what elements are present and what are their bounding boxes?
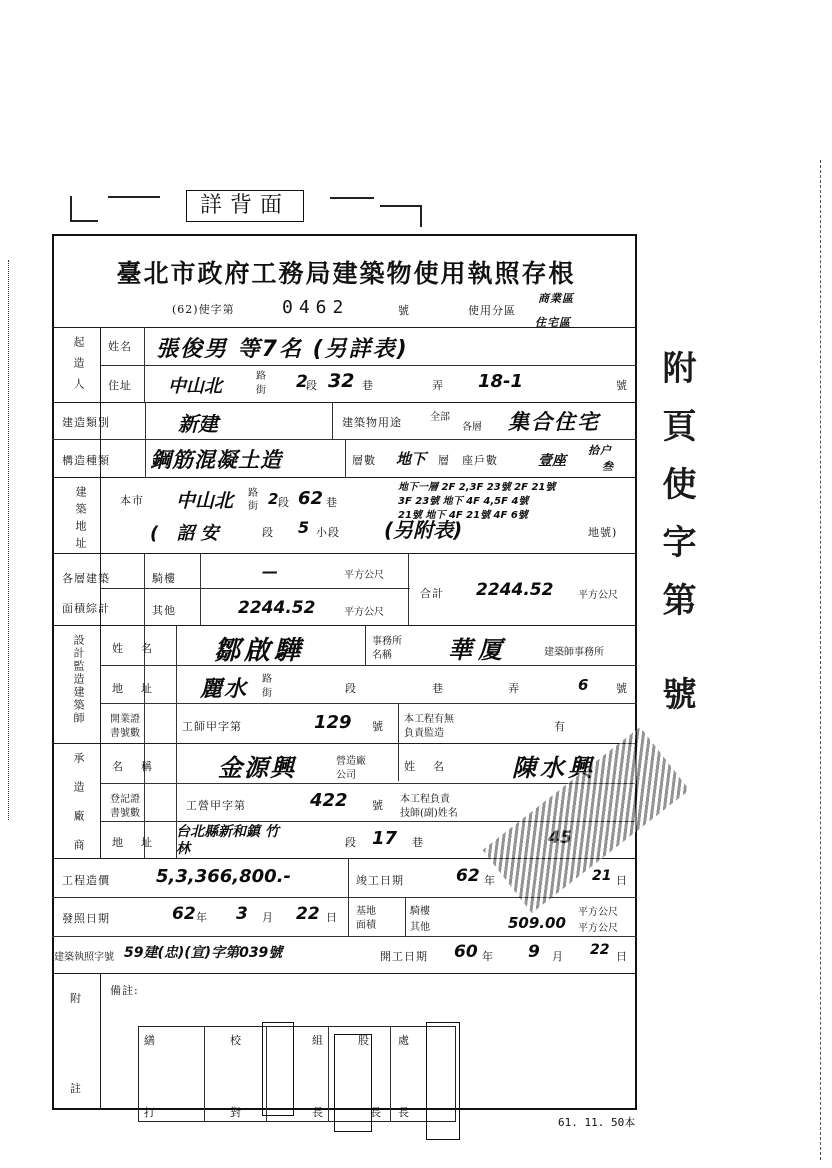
sign-label-group: 組: [312, 1034, 324, 1047]
contractor-section-label: 承造廠商: [72, 752, 85, 868]
completion-year: 62: [456, 866, 480, 886]
site-lot-label: 地號): [588, 526, 618, 539]
site-section: 2: [268, 490, 279, 508]
contractor-tech-label-1: 本工程負責: [400, 794, 450, 805]
contractor-name-value: 金源興: [218, 754, 296, 782]
permit-prefix: (62)使字第: [172, 303, 235, 316]
base-area-label-2: 面積: [356, 920, 376, 931]
architect-address-value: 麗水: [200, 677, 249, 702]
architect-office-label-1: 事務所: [372, 636, 402, 647]
site-street-label: 街: [248, 501, 258, 512]
site-floor-note-1: 地下一層 2F 2,3F 23號 2F 21號: [398, 482, 556, 493]
base-arcade-label: 騎樓: [410, 906, 430, 917]
households-extra: 叁: [602, 460, 614, 473]
issue-label: 發照日期: [62, 912, 110, 925]
site-section-char: 段: [278, 496, 290, 509]
remarks-section-label-2: 註: [70, 1082, 82, 1095]
contractor-reg-label-2: 書號數: [110, 808, 140, 819]
architect-reg-prefix: 工師甲字第: [182, 720, 242, 733]
start-day: 22: [590, 942, 610, 958]
approval-chop-1: [262, 1022, 294, 1116]
contractor-person-value: 陳水興: [512, 754, 596, 782]
architect-office-value: 華厦: [448, 636, 508, 664]
contractor-address-label: 地址: [112, 836, 170, 849]
contractor-name-label: 名稱: [112, 760, 170, 773]
builder-address-no: 18-1: [478, 371, 524, 392]
architect-supervise-label-2: 負責監造: [404, 728, 444, 739]
builder-name-label: 姓名: [108, 340, 132, 353]
architect-section-char: 段: [345, 682, 357, 695]
remarks-section-label-1: 附: [70, 992, 82, 1005]
area-section-label-2: 面積綜計: [62, 602, 110, 615]
architect-no-label: 號: [616, 682, 628, 695]
contractor-tech-label-2: 技師(副)姓名: [400, 808, 458, 819]
architect-reg-suffix: 號: [372, 720, 384, 733]
contractor-reg-label-1: 登記證: [110, 794, 140, 805]
base-arcade-unit: 平方公尺: [578, 907, 618, 918]
base-other-unit: 平方公尺: [578, 923, 618, 934]
completion-day: 21: [592, 868, 612, 884]
start-year-label: 年: [482, 950, 494, 963]
other-area-label: 其他: [152, 604, 176, 617]
site-floor-note-3: 21號 地下 4F 21號 4F 6號: [398, 510, 528, 521]
architect-alley-label: 弄: [508, 682, 520, 695]
architect-office-label-2: 名稱: [372, 650, 392, 661]
issue-year: 62: [172, 904, 196, 924]
document-title: 臺北市政府工務局建築物使用執照存根: [116, 259, 576, 288]
architect-reg-label-1: 開業證: [110, 714, 140, 725]
households-value: 壹座: [538, 453, 566, 469]
total-area-value: 2244.52: [476, 580, 554, 600]
site-district-label: 段: [262, 526, 274, 539]
start-label: 開工日期: [380, 950, 428, 963]
builder-address-road: 中山北: [168, 376, 222, 397]
builder-alley-label: 弄: [432, 379, 444, 392]
structure-label: 構造種類: [62, 454, 110, 467]
site-floor-note-2: 3F 23號 地下 4F 4,5F 4號: [398, 496, 529, 507]
architect-reg-label-2: 書號數: [110, 728, 140, 739]
issue-day-label: 日: [326, 911, 338, 924]
approval-chop-2: [334, 1034, 372, 1132]
architect-name-value: 鄒啟驊: [214, 636, 305, 666]
permit-suffix: 號: [398, 304, 410, 317]
construction-type-value: 新建: [178, 412, 218, 436]
zone-commercial: 商業區: [538, 292, 574, 305]
permit-number: 0462: [282, 297, 350, 318]
building-use-value: 集合住宅: [508, 410, 600, 434]
site-section-label: 建築地址: [74, 486, 87, 554]
site-lane-label: 巷: [326, 496, 338, 509]
arcade-value: —: [262, 562, 278, 581]
builder-street-label: 街: [256, 385, 266, 396]
permit-number-label: 建築執照字號: [54, 952, 114, 963]
builder-name-value: 張俊男 等7名 (另詳表): [156, 337, 409, 362]
sign-label-section: 股: [358, 1034, 370, 1047]
builder-section-label: 起造人: [72, 336, 85, 399]
contractor-person-label: 姓名: [404, 760, 462, 773]
contractor-lane: 17: [372, 828, 398, 849]
site-lot-note: (另附表): [384, 518, 463, 542]
left-margin-marks: [8, 260, 17, 820]
start-year: 60: [454, 942, 478, 962]
contractor-address-no: 45: [548, 828, 572, 848]
site-city: 本市: [120, 494, 144, 507]
other-area-value: 2244.52: [238, 598, 316, 618]
architect-section-label: 設計監造建築師: [72, 634, 85, 725]
completion-year-label: 年: [484, 874, 496, 887]
sign-label-checker-bottom: 對: [230, 1106, 242, 1119]
base-other-label: 其他: [410, 922, 430, 933]
site-subsection: 5: [298, 518, 310, 537]
area-section-label-1: 各層建築: [62, 572, 110, 585]
issue-month-label: 月: [262, 911, 274, 924]
floors-label: 層數: [352, 454, 376, 467]
detail-tab-label: 詳背面: [186, 190, 304, 222]
cost-value: 5,3,366,800.-: [156, 866, 292, 887]
architect-office-suffix: 建築師事務所: [544, 647, 604, 658]
contractor-reg-value: 422: [310, 790, 348, 811]
start-month-label: 月: [552, 950, 564, 963]
start-day-label: 日: [616, 950, 628, 963]
floors-unit: 層: [438, 454, 450, 467]
sign-label-checker: 校: [230, 1034, 242, 1047]
floors-value: 地下: [396, 450, 427, 468]
footer-code: 61. 11. 50本: [558, 1116, 636, 1129]
builder-address-lane: 32: [328, 370, 355, 392]
paging-seam-text: 附頁使字第 號: [656, 350, 696, 734]
architect-supervise-label-1: 本工程有無: [404, 714, 454, 725]
sign-label-group-bottom: 長: [312, 1106, 324, 1119]
arcade-unit: 平方公尺: [344, 570, 384, 581]
architect-address-label: 地址: [112, 682, 170, 695]
other-area-unit: 平方公尺: [344, 607, 384, 618]
architect-lane-label: 巷: [432, 682, 444, 695]
base-other-value: 509.00: [508, 914, 566, 932]
site-subsection-label: 小段: [316, 526, 340, 539]
architect-address-no: 6: [578, 676, 589, 694]
site-lane: 62: [298, 488, 324, 509]
contractor-reg-suffix: 號: [372, 799, 384, 812]
architect-street-label: 街: [262, 688, 272, 699]
contractor-name-suffix-1: 營造廠: [336, 756, 366, 767]
builder-road-label: 路: [256, 371, 266, 382]
sign-label-office-bottom: 長: [398, 1106, 410, 1119]
sign-label-section-bottom: 長: [370, 1106, 382, 1119]
architect-road-label: 路: [262, 674, 272, 685]
header-left-mark: [70, 196, 98, 222]
architect-supervise-value: 有: [554, 720, 566, 733]
architect-name-label: 姓名: [112, 642, 170, 655]
header-corner-mark: [380, 205, 422, 227]
sign-label-typist-bottom: 打: [144, 1106, 156, 1119]
permit-number-value: 59建(忠)(宣)字第039號: [124, 945, 283, 961]
issue-day: 22: [296, 904, 320, 924]
builder-section-char: 段: [306, 379, 318, 392]
header-dash-1: [108, 196, 160, 198]
zone-label: 使用分區: [468, 304, 516, 317]
zone-residential: 住宅區: [535, 316, 571, 329]
structure-value: 鋼筋混凝土造: [150, 448, 282, 472]
households-label: 座戶數: [462, 454, 498, 467]
building-use-small-2: 各層: [462, 422, 482, 433]
header-dash-2: [330, 197, 374, 199]
builder-address-label: 住址: [108, 379, 132, 392]
construction-type-label: 建造類別: [62, 416, 110, 429]
sign-label-office: 處: [398, 1034, 410, 1047]
total-area-unit: 平方公尺: [578, 590, 618, 601]
households-unit: 拾户: [588, 444, 612, 457]
builder-lane-label: 巷: [362, 379, 374, 392]
contractor-address-value: 台北縣新和鎮 竹林: [176, 824, 279, 857]
contractor-reg-prefix: 工營甲字第: [186, 799, 246, 812]
builder-no-label: 號: [616, 379, 628, 392]
building-use-small-1: 全部: [430, 412, 450, 423]
issue-month: 3: [236, 904, 248, 924]
start-month: 9: [528, 942, 540, 962]
site-road-label: 路: [248, 488, 258, 499]
site-road: 中山北: [176, 490, 234, 512]
builder-address-section: 2: [296, 372, 308, 392]
right-edge-line: [820, 160, 821, 1160]
total-area-label: 合計: [420, 587, 444, 600]
site-district: ( 詔安: [150, 523, 225, 544]
arcade-label: 騎樓: [152, 572, 176, 585]
base-area-label-1: 基地: [356, 906, 376, 917]
completion-day-label: 日: [616, 874, 628, 887]
paging-seam-stamp: [652, 350, 696, 1010]
remarks-label: 備註:: [110, 984, 139, 997]
sign-label-typist: 繕: [144, 1034, 156, 1047]
building-use-label: 建築物用途: [342, 416, 402, 429]
issue-year-label: 年: [196, 911, 208, 924]
contractor-section-char: 段: [345, 836, 357, 849]
approval-chop-3: [426, 1022, 460, 1140]
architect-reg-value: 129: [314, 712, 352, 733]
completion-label: 竣工日期: [356, 874, 404, 887]
cost-label: 工程造價: [62, 874, 110, 887]
contractor-lane-label: 巷: [412, 836, 424, 849]
contractor-name-suffix-2: 公司: [336, 770, 356, 781]
